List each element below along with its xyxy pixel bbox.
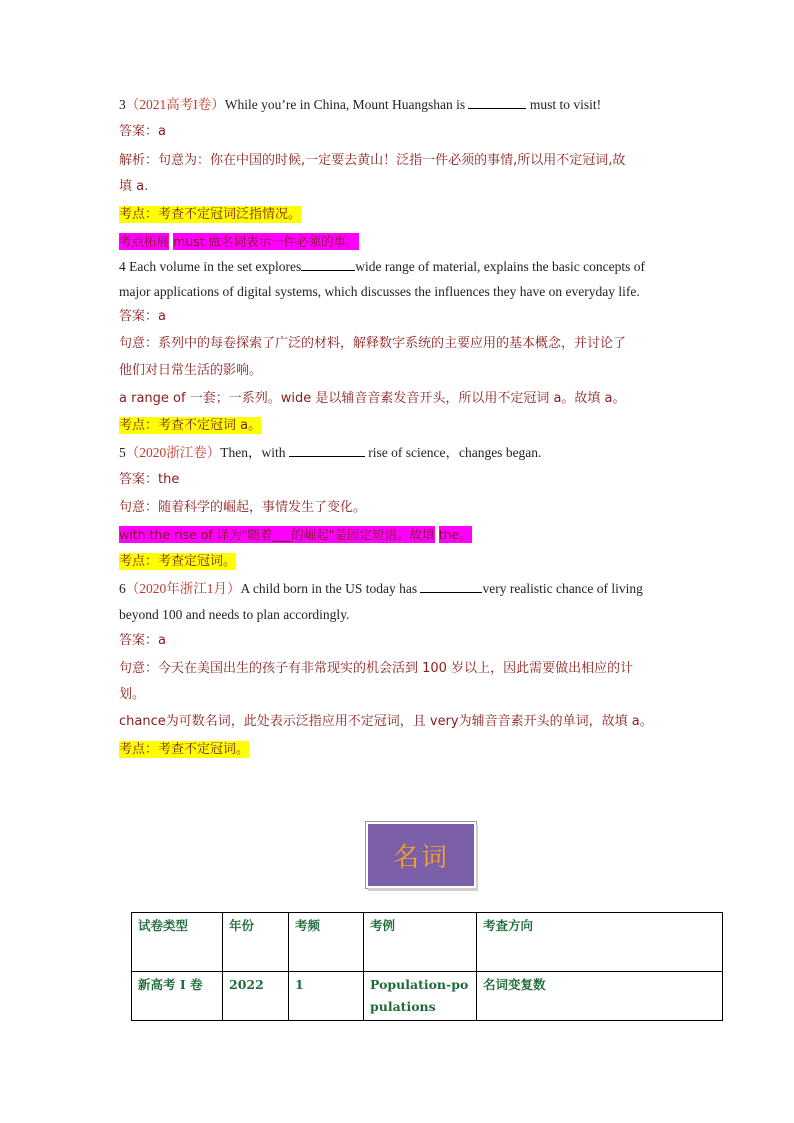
q5-note-answer-highlight: the。 [438,527,472,542]
q6-point [119,741,679,759]
q4-translation-line2: 他们对日常生活的影响。 [119,363,263,378]
table-header-cell: 考查方向 [477,913,723,972]
q4-question-line2: major applications of digital systems, which discusses the influences they have on everyday life. [119,284,640,299]
q5-answer: 答案：the [119,472,180,487]
q3-source: （2021高考I卷） [125,97,225,112]
q6-translation-line1: 句意：今天在美国出生的孩子有非常现实的机会活到 100 岁以上，因此需要做出相应的计 [119,661,634,676]
q6-translation-line2: 划。 [119,687,146,702]
q4-point [119,417,679,435]
table-cell: 2022 [223,972,289,1021]
table-header-cell: 试卷类型 [132,913,223,972]
q4-blank [301,258,355,271]
q4-translation-line1: 句意：系列中的每卷探索了广泛的材料，解释数字系统的主要应用的基本概念，并讨论了 [119,336,627,351]
table-header-cell: 考例 [364,913,477,972]
q5-point-highlight: 考点：考查定冠词。 [119,554,237,569]
table-cell: 1 [289,972,364,1021]
q3-extension [119,233,679,252]
section-title: 名词 [392,842,449,873]
q3-point-highlight: 考点：考查不定冠词泛指情况。 [119,207,302,222]
table-header-cell: 年份 [223,913,289,972]
q3-answer: 答案：a [119,124,166,139]
q4-point-highlight: 考点：考查不定冠词 a。 [119,418,262,433]
q4-answer: 答案：a [119,309,166,324]
q3-blank [468,96,526,109]
table-row [132,972,723,1021]
q5-blank [289,444,365,457]
q3-extension-text: must 做名词表示一件必须的事。 [173,234,359,249]
section-title-box [366,822,476,888]
q6-blank [420,580,482,593]
q6-note: chance为可数名词，此处表示泛指应用不定冠词，且 very为辅音音素开头的单词，故填 a。 [119,714,653,729]
q5-note-highlight: with the rise of 译为"随着___的崛起"是固定短语。故填 [119,527,435,542]
q6-question-line1: 6（2020年浙江1月）A child born in the US today has very realistic chance of living [119,581,643,596]
table-cell: 新高考 I 卷 [132,972,223,1021]
table-header-cell: 考频 [289,913,364,972]
q6-source: （2020年浙江1月） [125,581,241,596]
q6-question-line2: beyond 100 and needs to plan accordingly. [119,607,350,622]
table-cell: 名词变复数 [477,972,723,1021]
q3-analysis-line2: 填 a. [119,179,149,194]
q5-note [119,526,679,545]
q3-analysis-line1: 解析：句意为：你在中国的时候,一定要去黄山！泛指一件必须的事情,所以用不定冠词,故 [119,153,626,168]
q3-text-before-blank: While you’re in China, Mount Huangshan is [224,97,466,112]
q3-extension-label: 考点拓展 [119,234,170,249]
q4-question-line1: 4 Each volume in the set explores wide range of material, explains the basic concepts of [119,259,645,274]
q3-number: 3 [119,97,126,112]
table-header-row [132,913,723,972]
q6-point-highlight: 考点：考查不定冠词。 [119,742,250,757]
q3-point [119,206,679,224]
q3-question [119,96,679,114]
q5-translation: 句意：随着科学的崛起，事情发生了变化。 [119,500,367,515]
q5-question: 5（2020浙江卷）Then，with rise of science，changes began. [119,445,542,460]
q5-source: （2020浙江卷） [125,445,221,460]
q5-point [119,553,679,571]
q4-note: a range of 一套；一系列。wide 是以辅音音素发音开头，所以用不定冠词 a。故填 a。 [119,391,626,406]
table-cell: Population-populations [364,972,477,1021]
exam-stats-table [131,912,723,1021]
q3-text-after-blank: must to visit! [529,97,602,112]
q6-answer: 答案：a [119,633,166,648]
